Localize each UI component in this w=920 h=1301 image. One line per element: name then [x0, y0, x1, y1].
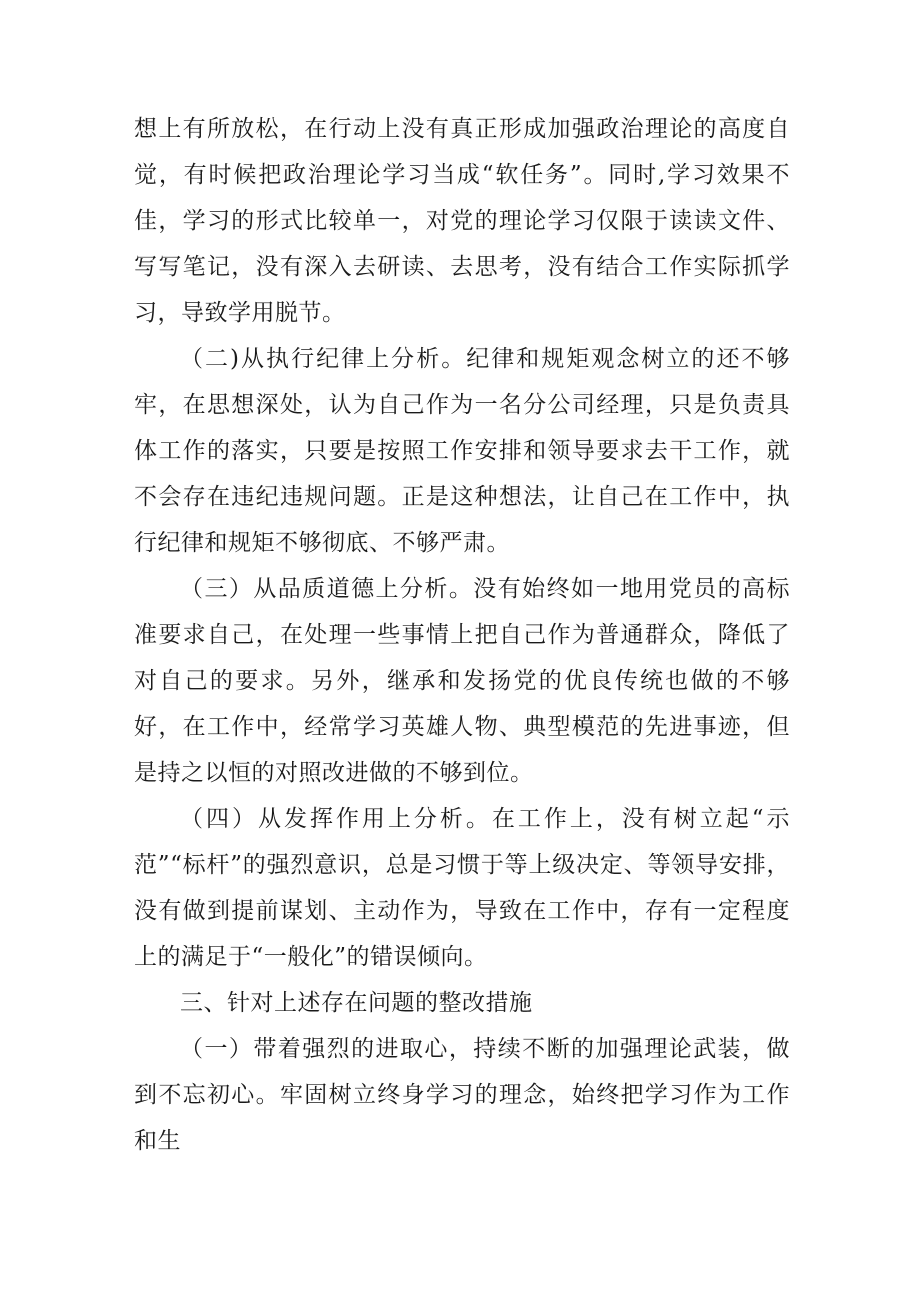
document-body — [134, 106, 790, 1164]
section-heading: 三、针对上述存在问题的整改措施 — [180, 990, 533, 1016]
paragraph-measure-one: （一）带着强烈的进取心，持续不断的加强理论武装，做到不忘初心。牢固树立终身学习的理念，始终把学习作为工作和生 — [134, 1036, 790, 1154]
paragraph-continued: 想上有所放松，在行动上没有真正形成加强政治理论的高度自觉，有时候把政治理论学习当成“软任务”。同时,学习效果不佳，学习的形式比较单一，对党的理论学习仅限于读读文件、写写笔记，没有深入去研读、去思考，没有结合工作实际抓学习，导致学用脱节。 — [134, 116, 790, 326]
paragraph-discipline-analysis: （二)从执行纪律上分析。纪律和规矩观念树立的还不够牢，在思想深处，认为自己作为一名分公司经理，只是负责具体工作的落实，只要是按照工作安排和领导要求去干工作，就不会存在违纪违规问题。正是这种想法，让自己在工作中，执行纪律和规矩不够彻底、不够严肃。 — [134, 346, 790, 556]
paragraph-role-analysis: （四）从发挥作用上分析。在工作上，没有树立起“示范”“标杆”的强烈意识，总是习惯于等上级决定、等领导安排，没有做到提前谋划、主动作为，导致在工作中，存有一定程度上的满足于“一般化”的错误倾向。 — [134, 806, 790, 970]
paragraph-morality-analysis: （三）从品质道德上分析。没有始终如一地用党员的高标准要求自己，在处理一些事情上把自己作为普通群众，降低了对自己的要求。另外，继承和发扬党的优良传统也做的不够好，在工作中，经常学习英雄人物、典型模范的先进事迹，但是持之以恒的对照改进做的不够到位。 — [134, 576, 790, 786]
